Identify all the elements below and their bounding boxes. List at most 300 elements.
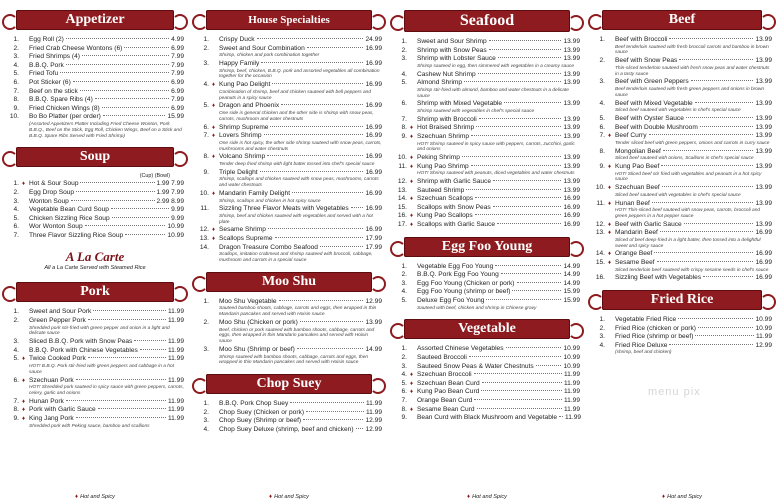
menu-item <box>394 133 580 142</box>
menu-item <box>196 190 382 199</box>
item-name: B.B.Q. Pork Chop Suey <box>219 400 289 408</box>
item-description: Sauteed with beef, chicken and shrimp in Chinese gravy <box>417 305 537 311</box>
leader-dots <box>351 207 364 208</box>
item-number: 8. <box>13 96 19 104</box>
leader-dots <box>654 252 753 253</box>
leader-dots <box>474 399 562 400</box>
menu-column-4 <box>586 0 778 504</box>
hot-spicy-icon: ♦ <box>410 133 414 140</box>
item-number: 3. <box>13 338 19 346</box>
menu-item <box>394 297 580 306</box>
item-description: Shrimp, scallops and chicken sauteed with snow peas, mushrooms, carrots and water chestnuts <box>219 177 379 189</box>
item-description: Shrimp, beef, chicken, B.B.Q. pork and assorted vegetables all combination together for the occasion <box>219 68 380 80</box>
leader-dots <box>486 299 561 300</box>
menu-item <box>394 406 580 415</box>
item-price: 7.99 <box>171 53 184 61</box>
leader-dots <box>471 135 561 136</box>
menu-item <box>394 345 580 354</box>
section-banner: Beef <box>602 10 762 30</box>
menu-item <box>394 212 580 221</box>
menu-item <box>394 263 580 272</box>
item-number: 7. <box>203 132 209 140</box>
hot-spicy-legend <box>0 494 190 500</box>
leader-dots <box>559 416 563 417</box>
hot-spicy-icon: ♦ <box>410 196 414 203</box>
leader-dots <box>695 335 754 336</box>
item-price: 11.99 <box>365 400 382 408</box>
hot-spicy-icon: ♦ <box>22 398 26 405</box>
hot-spicy-icon: ♦ <box>212 82 216 89</box>
item-name: Sesame Beef <box>615 259 655 267</box>
leader-dots <box>76 191 154 192</box>
leader-dots <box>474 373 562 374</box>
item-number: 8. <box>203 153 209 161</box>
leader-dots <box>695 102 754 103</box>
leader-dots <box>481 390 562 391</box>
item-name: Moo Shu Vegetable <box>219 297 277 305</box>
item-description: HOT! Shrimp sauteed with peanuts, diced vegetables and water chestnuts <box>417 171 575 177</box>
menu-item <box>6 338 184 347</box>
item-price: 11.99 <box>365 408 382 416</box>
leader-dots <box>493 180 561 181</box>
item-name: Beef with Green Peppers <box>615 78 689 86</box>
section-gap <box>592 357 772 360</box>
leader-dots <box>88 357 166 358</box>
item-price: 16.99 <box>755 259 772 267</box>
item-description: Shrimp, chicken and pork combination together <box>219 53 320 59</box>
item-number: 12. <box>595 220 605 228</box>
item-price: 11.99 <box>755 333 772 341</box>
item-name: Shrimp with Mixed Vegetable <box>417 100 503 108</box>
item-number: 5. <box>13 355 19 363</box>
item-name: Sizzling Three Flavor Meats with Vegetables <box>219 205 349 213</box>
leader-dots <box>691 80 754 81</box>
item-number: 2. <box>13 44 19 52</box>
leader-dots <box>477 408 562 409</box>
item-number: 4. <box>203 426 209 433</box>
item-description: Sliced tenderloin beef sauteed with crispy sesame seeds in chef's sauce <box>615 267 769 273</box>
section-gap <box>6 240 184 243</box>
item-price: 13.99 <box>755 220 772 228</box>
leader-dots <box>140 349 166 350</box>
menu-item <box>394 354 580 363</box>
leader-dots <box>292 192 363 193</box>
item-number: 6. <box>13 78 19 86</box>
item-name: Fried Rice (chicken or pork) <box>615 324 696 332</box>
item-price: 12.99 <box>365 426 382 433</box>
item-name: Pork with Garlic Sauce <box>29 406 96 414</box>
item-price: 6.99 <box>171 87 184 95</box>
leader-dots <box>103 115 166 116</box>
menu-item <box>196 45 382 54</box>
menu-item <box>592 148 772 157</box>
item-price: 16.99 <box>365 44 382 52</box>
menu-item <box>6 180 184 189</box>
item-number: 10. <box>397 154 407 162</box>
item-name: Shrimp with Garlic Sauce <box>417 178 492 186</box>
menu-item <box>394 371 580 380</box>
item-name: Hunan Beef <box>615 199 650 207</box>
item-price: 13.99 <box>563 124 580 132</box>
menu-item <box>592 229 772 238</box>
menu-item <box>196 60 382 69</box>
item-name: Sauteed Snow Peas & Water Chestnuts <box>417 362 534 370</box>
section-banner: Moo Shu <box>206 272 372 292</box>
item-price: 13.99 <box>563 38 580 45</box>
leader-dots <box>267 155 363 156</box>
item-number: 5. <box>13 214 19 222</box>
item-price: 1.99 7.99 <box>156 180 184 188</box>
hot-spicy-icon: ♦ <box>608 163 612 170</box>
item-price: 16.99 <box>563 212 580 220</box>
hot-spicy-icon: ♦ <box>22 181 26 188</box>
section-gap <box>394 230 580 233</box>
item-price: 11.99 <box>167 376 184 384</box>
item-number: 16. <box>397 212 407 220</box>
section-gap <box>196 265 382 268</box>
menu-item <box>6 415 184 424</box>
item-number: 8. <box>401 124 407 132</box>
menu-item <box>394 124 580 133</box>
leader-dots <box>517 282 562 283</box>
item-number: 14. <box>199 243 209 251</box>
menu-column-3 <box>388 0 586 504</box>
item-name: Twice Cooked Pork <box>29 355 86 363</box>
menu-item <box>6 206 184 215</box>
item-name: Deluxe Egg Foo Young <box>417 297 485 305</box>
menu-item <box>592 333 772 342</box>
item-price: 13.99 <box>563 46 580 54</box>
section-gap <box>6 430 184 433</box>
section-gap <box>6 275 184 278</box>
leader-dots <box>686 117 754 118</box>
item-name: Beef with Snow Peas <box>615 57 678 65</box>
menu-item <box>592 36 772 45</box>
item-price: 10.99 <box>167 231 184 239</box>
item-number: 3. <box>203 346 209 354</box>
item-number: 3. <box>401 279 407 287</box>
item-price: 11.99 <box>565 414 582 422</box>
leader-dots <box>297 348 364 349</box>
menu-item <box>394 397 580 406</box>
item-name: B.B.Q. Pork with Chinese Vegetables <box>29 346 138 354</box>
leader-dots <box>669 344 753 345</box>
item-description: (Assorted Appetizers Platter Including Fried Cheese Wonton, Pork B.B.Q., Beef on the Stick, Egg Roll, Chicken Wings, Beef on a Stick and B.B.Q. Spare Ribs Served with Fried Shrimp) <box>29 121 182 139</box>
item-number: 4. <box>13 61 19 69</box>
menu-item <box>6 198 184 207</box>
item-name: Kung Pao Beef <box>615 162 660 170</box>
item-price: 13.99 <box>563 55 580 63</box>
section-gap <box>6 140 184 143</box>
section-gap <box>196 435 382 438</box>
hot-spicy-icon: ♦ <box>410 125 414 132</box>
menu-item <box>592 274 772 283</box>
leader-dots <box>504 102 561 103</box>
section-banner: Chop Suey <box>206 374 372 394</box>
item-name: Fried Chicken Wings (8) <box>29 104 100 112</box>
item-price: 12.99 <box>755 341 772 349</box>
item-name: Green Pepper Pork <box>29 317 86 325</box>
item-name: Szechuan Pork <box>29 376 74 384</box>
section-banner: Fried Rice <box>602 290 762 310</box>
leader-dots <box>66 38 169 39</box>
item-number: 3. <box>599 333 605 341</box>
item-description: Shrimp sauteed with bamboo shoots, cabbage, carrots and eggs, then wrapped in thin Mandarin pancakes and served with Hoisin sauce <box>219 354 369 366</box>
item-name: Chop Suey (Shrimp or beef) <box>219 417 302 425</box>
item-number: 1. <box>13 36 19 43</box>
item-number: 2. <box>13 317 19 325</box>
hot-spicy-icon: ♦ <box>22 407 26 414</box>
hot-spicy-icon: ♦ <box>410 389 414 396</box>
item-name: Sweet and Sour Shrimp <box>417 38 487 45</box>
item-name: Beef with Oyster Sauce <box>615 114 684 122</box>
hot-spicy-icon: ♦ <box>608 185 612 192</box>
leader-dots <box>536 365 562 366</box>
item-price: 16.99 <box>365 81 382 89</box>
item-description: One side is general chicken and the other side is shrimp with snow peas, carrots, mushroom and water chestnuts <box>219 110 374 122</box>
menu-item <box>196 124 382 133</box>
a-la-carte-title: A La Carte <box>65 249 125 265</box>
item-number: 8. <box>13 406 19 414</box>
menu-item <box>196 36 382 45</box>
hot-spicy-icon: ♦ <box>212 190 216 197</box>
leader-dots <box>112 217 170 218</box>
item-price: 11.99 <box>563 379 580 387</box>
section-banner: Egg Foo Young <box>404 237 570 257</box>
item-price: 17.99 <box>365 235 382 243</box>
item-price: 11.99 <box>563 405 580 413</box>
item-number: 6. <box>599 123 605 131</box>
menu-item <box>6 317 184 326</box>
hot-spicy-icon: ♦ <box>22 416 26 423</box>
menu-item <box>592 221 772 230</box>
menu-item <box>394 116 580 125</box>
hot-spicy-legend <box>388 494 586 500</box>
leader-dots <box>700 126 754 127</box>
hot-spicy-icon: ♦ <box>608 221 612 228</box>
menu-item <box>6 406 184 415</box>
item-price: 13.99 <box>365 319 382 327</box>
item-name: Scallops with Garlic Sauce <box>417 221 496 229</box>
item-name: Szechuan Scallops <box>417 195 474 203</box>
item-price: 13.99 <box>755 78 772 86</box>
leader-dots <box>272 83 363 84</box>
hot-spicy-icon: ♦ <box>22 377 26 384</box>
item-price: 16.99 <box>365 123 382 131</box>
item-number: 2. <box>599 57 605 65</box>
hot-spicy-icon: ♦ <box>608 260 612 267</box>
item-name: Shrimp with Snow Peas <box>417 46 487 54</box>
leader-dots <box>76 379 166 380</box>
menu-item <box>196 132 382 141</box>
item-number: 1. <box>203 400 209 408</box>
item-name: Mongolian Beef <box>615 147 661 155</box>
item-number: 1. <box>401 345 407 353</box>
item-name: Almond Shrimp <box>417 79 463 87</box>
leader-dots <box>684 223 754 224</box>
menu-item <box>6 45 184 54</box>
menu-item <box>394 55 580 64</box>
leader-dots <box>466 189 561 190</box>
menu-item <box>196 244 382 253</box>
hot-spicy-icon: ♦ <box>608 200 612 207</box>
item-price: 6.99 <box>171 104 184 112</box>
hot-spicy-label: Hot and Spicy <box>667 494 702 500</box>
leader-dots <box>73 81 169 82</box>
item-price: 13.99 <box>563 115 580 123</box>
menu-item <box>6 36 184 45</box>
item-name: B.B.Q. Pork <box>29 61 64 69</box>
item-price: 16.99 <box>365 168 382 176</box>
leader-dots <box>88 319 166 320</box>
item-name: Chop Suey Deluxe (shrimp, beef and chicken) <box>219 426 354 433</box>
leader-dots <box>663 150 754 151</box>
item-price: 16.99 <box>365 153 382 161</box>
leader-dots <box>657 261 754 262</box>
hot-spicy-icon: ♦ <box>608 133 612 140</box>
leader-dots <box>678 318 753 319</box>
item-name: B.B.Q. Pork Egg Foo Young <box>417 271 499 279</box>
menu-item <box>592 115 772 124</box>
leader-dots <box>660 231 754 232</box>
item-number: 17. <box>397 221 407 229</box>
menu-item <box>6 62 184 71</box>
menu-item <box>394 388 580 397</box>
item-number: 5. <box>203 102 209 110</box>
menu-item <box>6 189 184 198</box>
item-price: 13.99 <box>563 79 580 87</box>
hot-spicy-label: Hot and Spicy <box>274 494 309 500</box>
leader-dots <box>493 206 562 207</box>
menu-item <box>592 163 772 172</box>
menu-item <box>6 70 184 79</box>
item-number: 5. <box>401 297 407 305</box>
hot-spicy-icon: ♦ <box>410 406 414 413</box>
menu-item <box>394 71 580 80</box>
item-name: Dragon and Phoenix <box>219 102 280 110</box>
hot-spicy-icon: ♦ <box>410 380 414 387</box>
item-price: 1.99 7.99 <box>156 188 184 196</box>
item-number: 6. <box>203 123 209 131</box>
leader-dots <box>478 73 562 74</box>
item-price: 24.99 <box>365 36 382 43</box>
leader-dots <box>501 273 562 274</box>
item-number: 3. <box>203 59 209 67</box>
leader-dots <box>80 182 154 183</box>
section-banner: Seafood <box>404 10 570 32</box>
menu-item <box>6 96 184 105</box>
watermark: menu pix <box>648 386 701 398</box>
item-name: King Jang Pork <box>29 415 74 423</box>
menu-item <box>196 409 382 418</box>
leader-dots <box>475 214 562 215</box>
leader-dots <box>652 202 754 203</box>
item-price: 16.99 <box>365 132 382 140</box>
item-price: 15.99 <box>563 297 580 305</box>
item-name: Fried Shrimps (4) <box>29 53 80 61</box>
item-name: Volcano Shrimp <box>219 153 266 161</box>
item-number: 1. <box>401 38 407 45</box>
menu-item <box>6 347 184 356</box>
item-description: Tender sliced beef with green peppers, onions and carrots in curry sauce <box>615 140 770 146</box>
item-description: Shrimp, scallops and chicken in hot spicy sauce <box>219 198 321 204</box>
item-name: Egg Drop Soup <box>29 188 75 196</box>
leader-dots <box>649 134 754 135</box>
item-number: 8. <box>401 405 407 413</box>
item-number: 2. <box>203 44 209 52</box>
item-number: 1. <box>13 180 19 188</box>
item-number: 9. <box>401 414 407 422</box>
item-name: Szechuan Beef <box>615 184 660 192</box>
item-number: 13. <box>595 229 605 237</box>
item-price: 11.99 <box>167 317 184 325</box>
item-number: 14. <box>397 195 407 203</box>
menu-item <box>196 81 382 90</box>
item-price: 2.99 8.99 <box>156 197 184 205</box>
hot-spicy-icon: ♦ <box>410 163 414 170</box>
menu-item <box>6 79 184 88</box>
item-number: 9. <box>401 132 407 140</box>
hot-spicy-icon: ♦ <box>212 227 216 234</box>
item-price: 7.99 <box>171 96 184 104</box>
item-name: Beef Curry <box>615 132 647 140</box>
item-price: 16.99 <box>563 221 580 229</box>
item-number: 6. <box>13 223 19 231</box>
leader-dots <box>76 417 166 418</box>
item-price: 13.99 <box>563 162 580 170</box>
item-name: Assorted Chinese Vegetables <box>417 345 504 353</box>
item-price: 10.99 <box>563 362 580 370</box>
item-name: Shrimp Supreme <box>219 123 269 131</box>
leader-dots <box>281 104 363 105</box>
menu-item <box>592 259 772 268</box>
item-name: Chop Suey (Chicken or pork) <box>219 408 305 416</box>
item-description: Tender deep fried shrimp with light batter tossed into chef's special sauce <box>219 161 375 167</box>
leader-dots <box>679 59 753 60</box>
hot-spicy-icon: ♦ <box>410 155 414 162</box>
item-description: Beef tenderloin sauteed with fresh green peppers and onions in brown sauce <box>615 86 765 98</box>
leader-dots <box>703 276 753 277</box>
a-la-carte-note: All a La Carte Served with Steamed Rice <box>44 265 146 272</box>
item-name: Crispy Duck <box>219 36 255 43</box>
item-name: Vegetable Fried Rice <box>615 316 677 324</box>
item-number: 11. <box>200 205 209 213</box>
menu-item <box>196 205 382 214</box>
item-number: 5. <box>401 379 407 387</box>
hot-spicy-icon: ♦ <box>212 103 216 110</box>
item-price: 16.99 <box>365 59 382 67</box>
item-name: Pot Sticker (6) <box>29 78 71 86</box>
leader-dots <box>60 72 169 73</box>
item-number: 4. <box>13 346 19 354</box>
leader-dots <box>85 225 166 226</box>
item-name: Bean Curd with Black Mushroom and Vegetable <box>417 414 558 422</box>
leader-dots <box>506 347 562 348</box>
item-price: 11.99 <box>167 397 184 405</box>
item-price: 10.99 <box>167 223 184 231</box>
item-number: 13. <box>199 235 209 243</box>
item-price: 4.99 <box>171 36 184 43</box>
item-price: 13.99 <box>755 147 772 155</box>
item-number: 1. <box>401 262 407 270</box>
item-price: 13.99 <box>563 70 580 78</box>
item-price: 10.99 <box>755 324 772 332</box>
item-number: 15. <box>397 203 407 211</box>
leader-dots <box>98 408 166 409</box>
item-name: Vegetable Egg Foo Young <box>417 262 494 270</box>
item-name: Beef on the stick <box>29 87 78 95</box>
item-number: 3. <box>13 53 19 61</box>
